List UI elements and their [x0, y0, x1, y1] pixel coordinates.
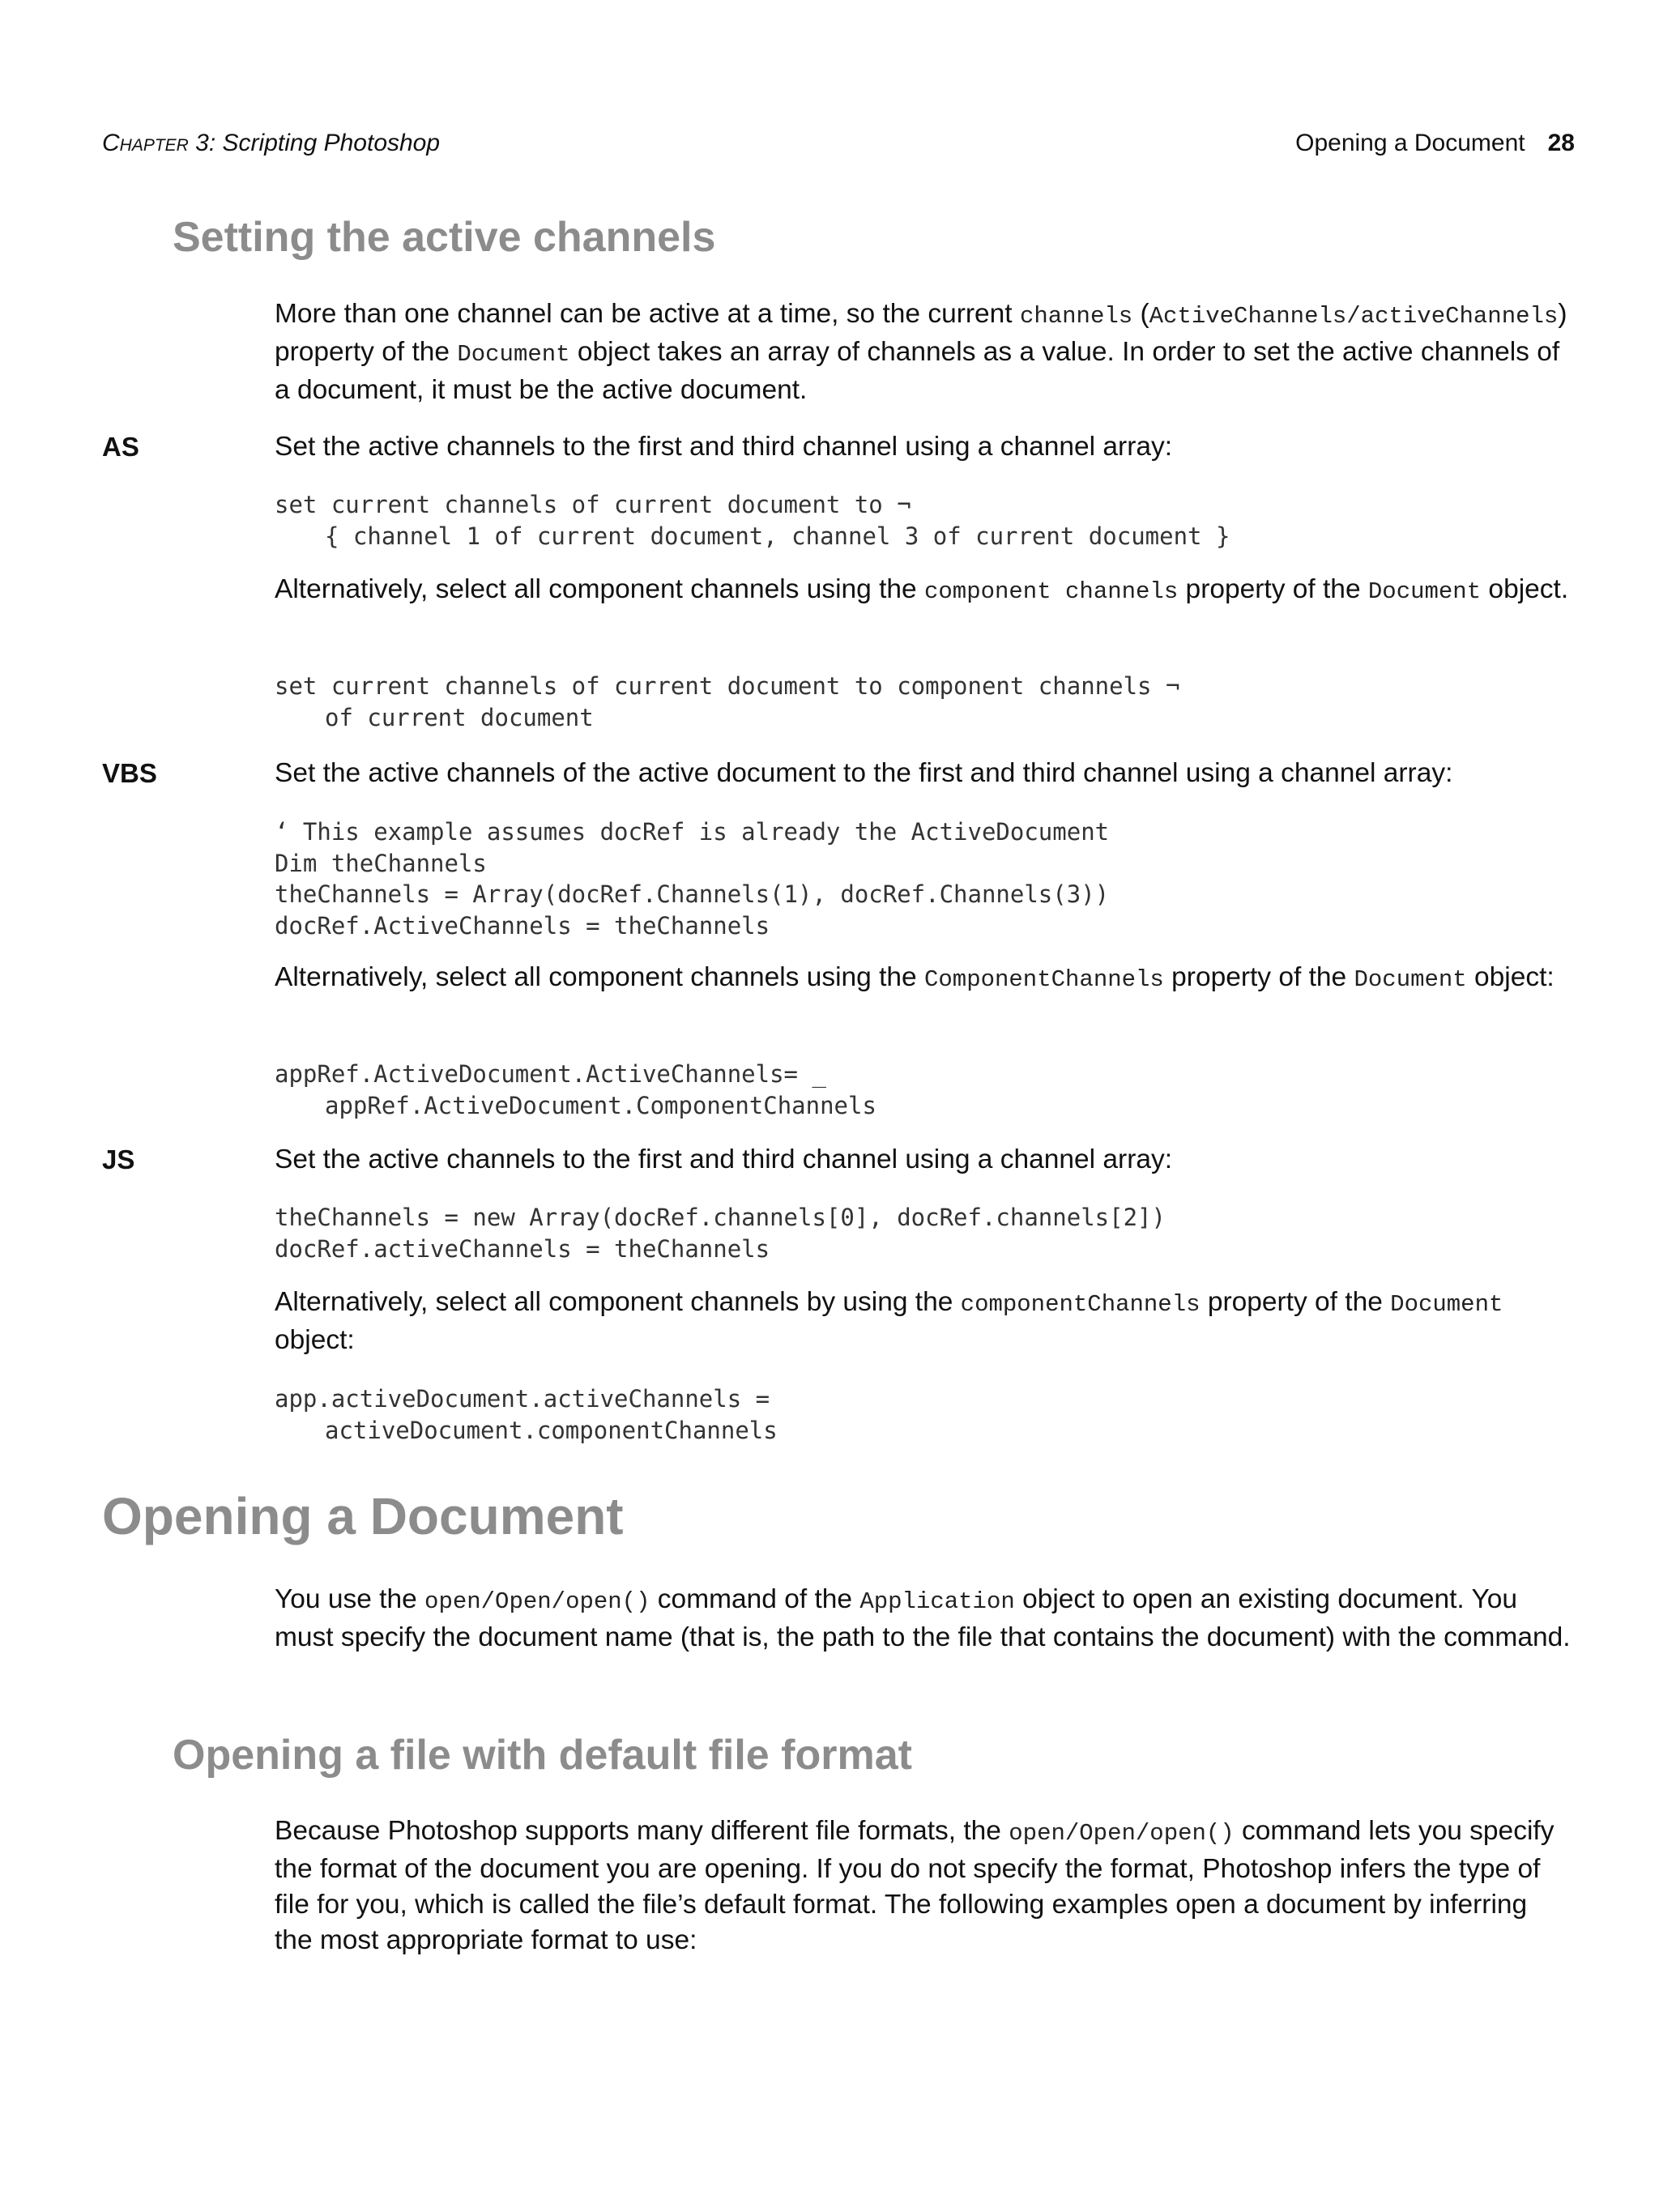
- code-line: { channel 1 of current document, channel 3 of current document }: [325, 522, 1230, 550]
- code-line: ‘ This example assumes docRef is already the ActiveDocument: [275, 818, 1110, 846]
- vbs-code-block-1: [275, 816, 1109, 941]
- chapter-name: : Scripting Photoshop: [208, 130, 441, 156]
- code-line: theChannels = new Array(docRef.channels[0], docRef.channels[2]): [275, 1204, 1166, 1231]
- code-run: Document: [1354, 966, 1467, 993]
- code-run: Document: [457, 341, 570, 368]
- text-run: property of the: [1178, 574, 1368, 604]
- vbs-code-block-2: [275, 1059, 876, 1121]
- as-alternative: [275, 572, 1571, 610]
- section-heading-opening-document: Opening a Document: [102, 1487, 624, 1545]
- code-line: Dim theChannels: [275, 849, 487, 877]
- text-run: More than one channel can be active at a time, so the current: [275, 299, 1020, 329]
- text-run: (: [1132, 299, 1149, 329]
- js-code-block-2: [275, 1383, 778, 1446]
- default-format-intro: [275, 1813, 1571, 1958]
- opening-document-intro: [275, 1582, 1571, 1656]
- code-line: activeDocument.componentChannels: [325, 1416, 778, 1444]
- text-run: object.: [1481, 574, 1569, 604]
- header-right: [1295, 127, 1575, 160]
- as-code-block-1: [275, 489, 1230, 552]
- vbs-instruction: Set the active channels of the active document to the first and third channel using a channel array:: [275, 758, 1453, 788]
- js-code-block-1: [275, 1202, 1166, 1264]
- running-header: [102, 127, 1575, 160]
- text-run: Because Photoshop supports many different file formats, the: [275, 1816, 1009, 1846]
- lang-label-as: AS: [102, 432, 139, 462]
- section-heading-active-channels: Setting the active channels: [173, 214, 716, 261]
- text-run: Alternatively, select all component channels using the: [275, 962, 924, 992]
- js-instruction: Set the active channels to the first and third channel using a channel array:: [275, 1144, 1173, 1174]
- section-heading-default-format: Opening a file with default file format: [173, 1732, 912, 1779]
- text-run: property of the: [1163, 962, 1354, 992]
- text-run: object to open an existing document. You must specify the document name (that is, the path to the file that contains the document) with the command.: [275, 1584, 1571, 1652]
- code-line: docRef.activeChannels = theChannels: [275, 1234, 770, 1263]
- text-run: ) property of the: [275, 299, 1567, 367]
- code-run: open/Open/open(): [424, 1588, 650, 1615]
- code-line: docRef.ActiveChannels = theChannels: [275, 911, 770, 940]
- code-run: Application: [859, 1588, 1015, 1615]
- vbs-alternative: [275, 960, 1571, 998]
- code-line: appRef.ActiveDocument.ComponentChannels: [325, 1091, 876, 1119]
- text-run: Alternatively, select all component channels by using the: [275, 1287, 961, 1317]
- text-run: Alternatively, select all component channels using the: [275, 574, 924, 604]
- code-line: theChannels = Array(docRef.Channels(1), docRef.Channels(3)): [275, 880, 1110, 908]
- code-run: Document: [1390, 1291, 1503, 1318]
- code-run: ComponentChannels: [923, 966, 1164, 993]
- code-run: open/Open/open(): [1009, 1820, 1235, 1847]
- code-line: set current channels of current document to ¬: [275, 491, 911, 518]
- code-run: componentChannels: [960, 1291, 1201, 1318]
- text-run: command of the: [650, 1584, 860, 1614]
- as-code-block-2: [275, 671, 1179, 733]
- text-run: object:: [1466, 962, 1555, 992]
- js-alternative: [275, 1285, 1571, 1358]
- text-run: You use the: [275, 1584, 425, 1614]
- text-run: property of the: [1200, 1287, 1391, 1317]
- text-run: object takes an array of channels as a value. In order to set the active channels of a document, it must be the active document.: [275, 337, 1560, 405]
- text-run: object:: [275, 1325, 355, 1355]
- code-line: app.activeDocument.activeChannels =: [275, 1385, 770, 1413]
- lang-label-vbs: VBS: [102, 758, 157, 788]
- code-run: component channels: [923, 578, 1179, 605]
- active-channels-intro: [275, 296, 1571, 408]
- section-title: Opening a Document: [1295, 130, 1525, 156]
- chapter-title: [102, 127, 440, 160]
- code-run: channels: [1019, 303, 1133, 330]
- code-line: appRef.ActiveDocument.ActiveChannels= _: [275, 1060, 826, 1088]
- as-instruction: Set the active channels to the first and third channel using a channel array:: [275, 432, 1173, 462]
- chapter-label: Chapter 3: [102, 130, 209, 156]
- code-run: ActiveChannels/activeChannels: [1149, 303, 1559, 330]
- lang-label-js: JS: [102, 1144, 135, 1174]
- code-line: of current document: [325, 703, 594, 731]
- code-line: set current channels of current document to component channels ¬: [275, 672, 1180, 700]
- page-number: 28: [1547, 130, 1575, 156]
- text-run: command lets you specify the format of the document you are opening. If you do not specify the format, Photoshop infers the type of file for you, which is called the file’s default format. The following examples open a document by inferring the most appropriate format to use:: [275, 1816, 1555, 1955]
- code-run: Document: [1367, 578, 1482, 605]
